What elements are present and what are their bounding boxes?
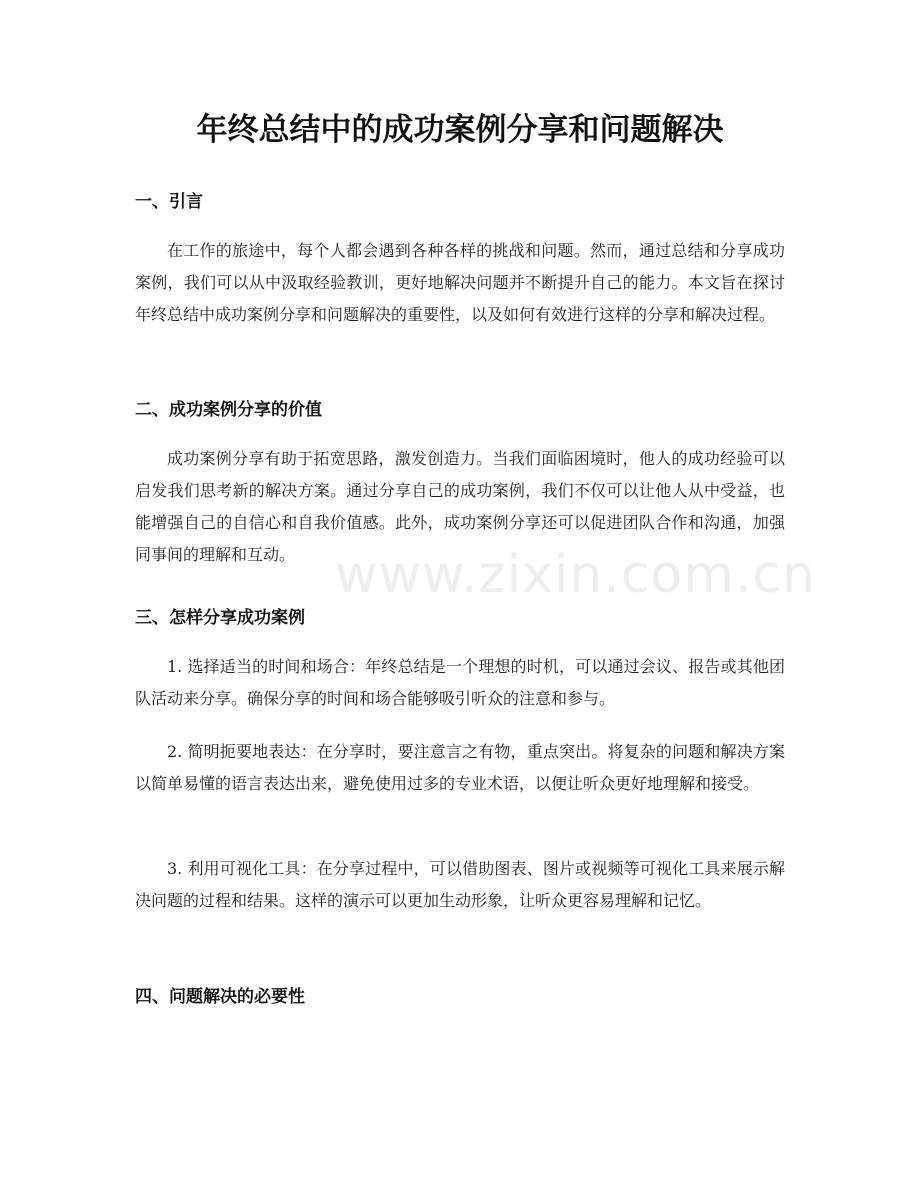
section-heading-problem-solving: 四、问题解决的必要性: [135, 987, 305, 1007]
section-heading-introduction: 一、引言: [135, 192, 203, 212]
section-heading-how-to-share: 三、怎样分享成功案例: [135, 608, 305, 628]
watermark-text: www.zixin.com.cn: [335, 545, 816, 605]
paragraph-case-value: 成功案例分享有助于拓宽思路，激发创造力。当我们面临困境时，他人的成功经验可以启发我们思考新的解决方案。通过分享自己的成功案例，我们不仅可以让他人从中受益，也能增强自己的自信心和自我价值感。此外，成功案例分享还可以促进团队合作和沟通，加强同事间的理解和互动。: [135, 449, 785, 564]
paragraph-introduction: 在工作的旅途中，每个人都会遇到各种各样的挑战和问题。然而，通过总结和分享成功案例，我们可以从中汲取经验教训，更好地解决问题并不断提升自己的能力。本文旨在探讨年终总结中成功案例分享和问题解决的重要性，以及如何有效进行这样的分享和解决过程。: [135, 241, 785, 324]
paragraph-share-step-3: 3. 利用可视化工具：在分享过程中，可以借助图表、图片或视频等可视化工具来展示解决问题的过程和结果。这样的演示可以更加生动形象，让听众更容易理解和记忆。: [135, 859, 785, 910]
document-title: 年终总结中的成功案例分享和问题解决: [196, 112, 724, 148]
paragraph-share-step-2: 2. 简明扼要地表达：在分享时，要注意言之有物，重点突出。将复杂的问题和解决方案以简单易懂的语言表达出来，避免使用过多的专业术语，以便让听众更好地理解和接受。: [135, 742, 785, 793]
paragraph-share-step-1: 1. 选择适当的时间和场合：年终总结是一个理想的时机，可以通过会议、报告或其他团队活动来分享。确保分享的时间和场合能够吸引听众的注意和参与。: [135, 657, 785, 708]
section-heading-case-value: 二、成功案例分享的价值: [135, 400, 322, 420]
